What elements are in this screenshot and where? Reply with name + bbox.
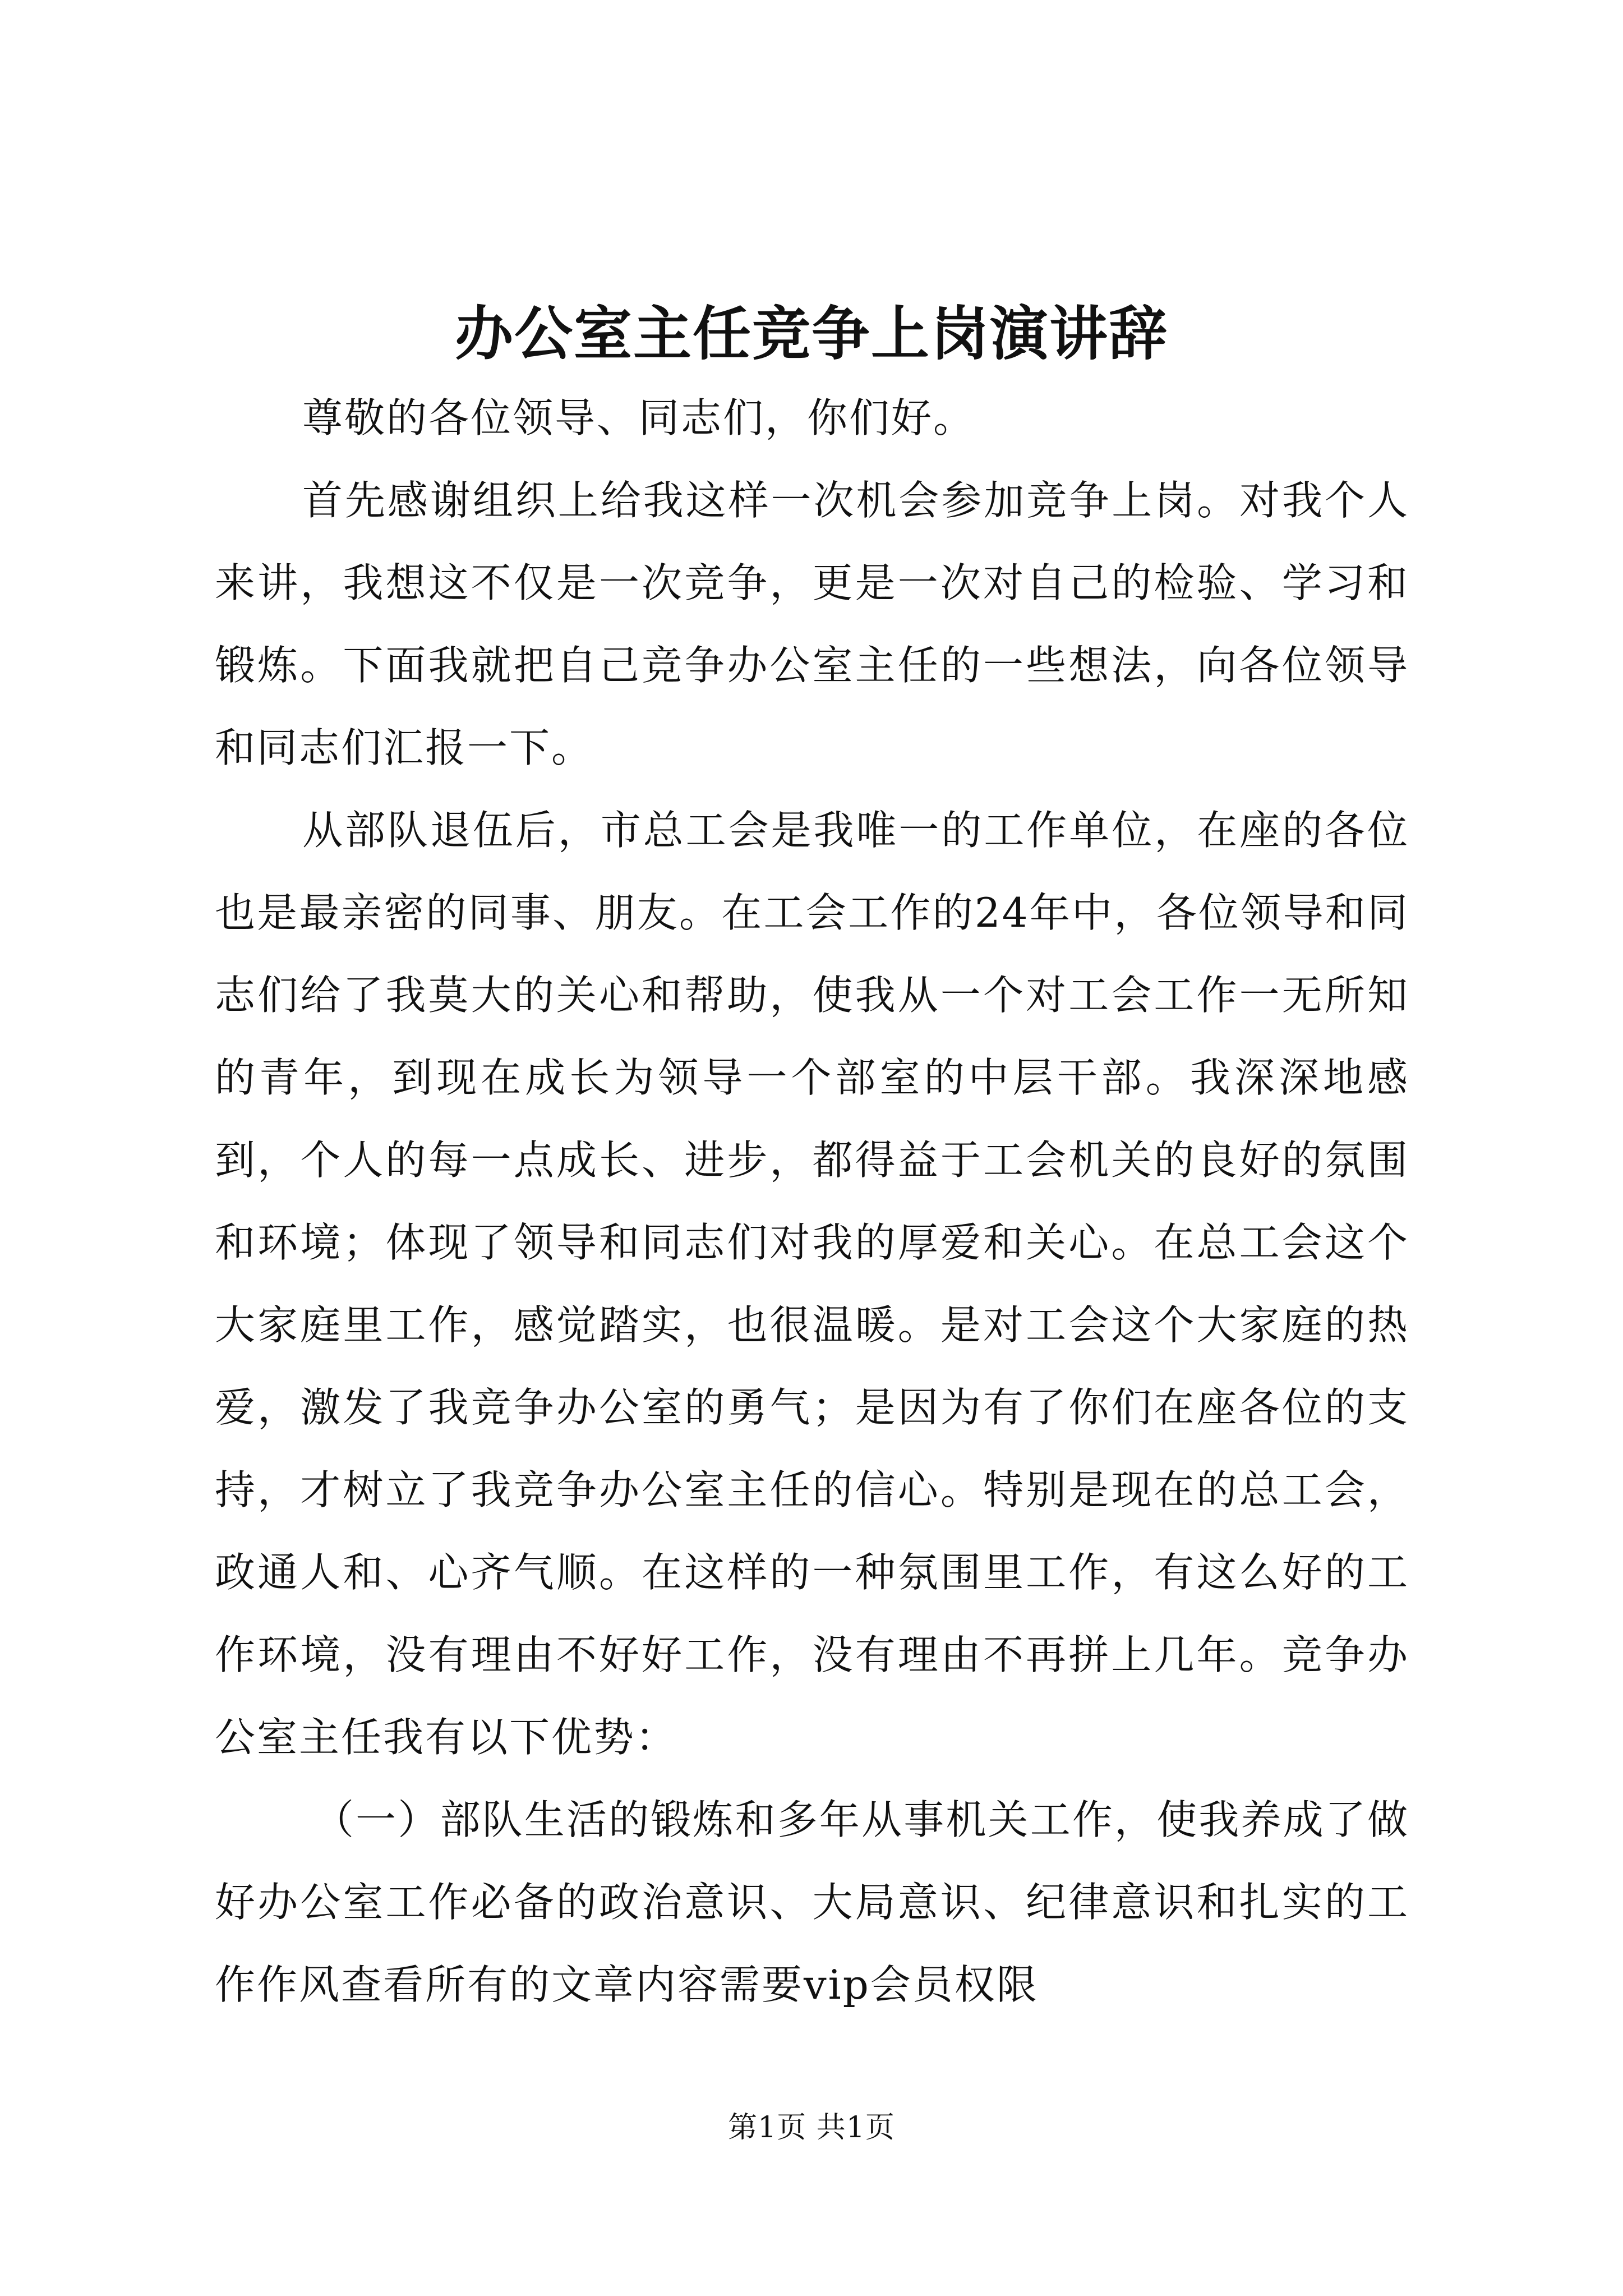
document-body [215,377,1409,2026]
paragraph-greeting: 尊敬的各位领导、同志们，你们好。 [302,394,976,441]
paragraph-intro: 首先感谢组织上给我这样一次机会参加竞争上岗。对我个人来讲，我想这不仅是一次竞争，更是一次对自己的检验、学习和锻炼。下面我就把自己竞争办公室主任的一些想法，向各位领导和同志们汇报一下。 [215,477,1409,771]
paragraph-background: 从部队退伍后，市总工会是我唯一的工作单位，在座的各位也是最亲密的同事、朋友。在工会工作的24年中，各位领导和同志们给了我莫大的关心和帮助，使我从一个对工会工作一无所知的青年，到现在成长为领导一个部室的中层干部。我深深地感到，个人的每一点成长、进步，都得益于工会机关的良好的氛围和环境；体现了领导和同志们对我的厚爱和关心。在总工会这个大家庭里工作，感觉踏实，也很温暖。是对工会这个大家庭的热爱，激发了我竞争办公室的勇气；是因为有了你们在座各位的支持，才树立了我竞争办公室主任的信心。特别是现在的总工会，政通人和、心齐气顺。在这样的一种氛围里工作，有这么好的工作环境，没有理由不好好工作，没有理由不再拼上几年。竞争办公室主任我有以下优势： [215,807,1409,1761]
document-title: 办公室主任竞争上岗演讲辞 [454,299,1168,368]
paragraph-advantage-1: （一）部队生活的锻炼和多年从事机关工作，使我养成了做好办公室工作必备的政治意识、大局意识、纪律意识和扎实的工作作风查看所有的文章内容需要vip会员权限 [215,1796,1409,2008]
page-footer: 第1页 共1页 [728,2111,895,2145]
